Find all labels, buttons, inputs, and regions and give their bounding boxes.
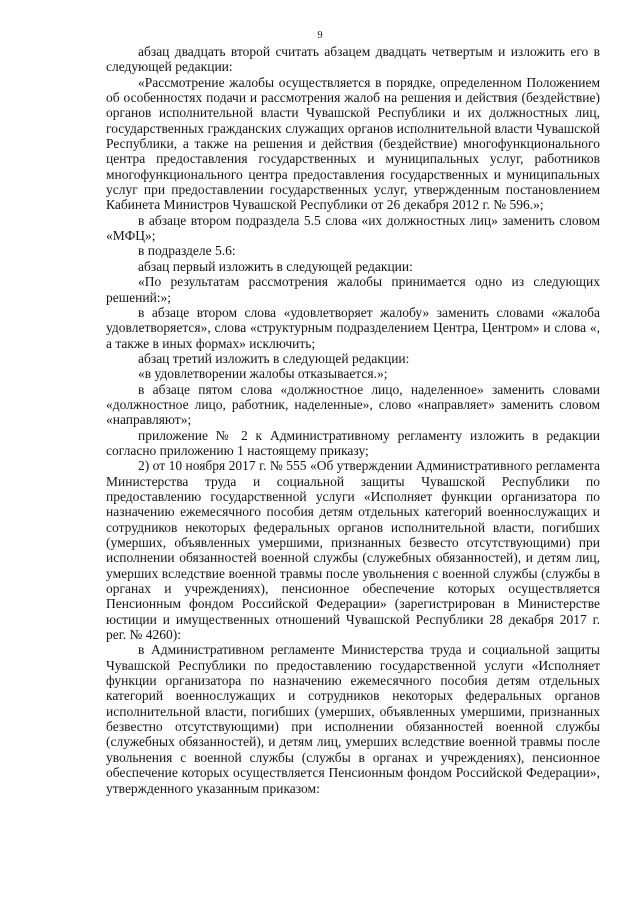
paragraph: в абзаце втором подраздела 5.5 слова «их должностных лиц» заменить словом «МФЦ»; [106,212,600,244]
paragraph: в абзаце втором слова «удовлетворяет жалобу» заменить словами «жалоба удовлетворяется», слова «структурным подразделением Центра, Центром» и слова «, а также в иных формах» исключить; [106,304,600,351]
paragraph: 2) от 10 ноября 2017 г. № 555 «Об утверждении Административного регламента Министерства труда и социальной защиты Чувашской Республики по предоставлению государственной услуги «Исполняет функции организатора по назначению ежемесячного пособия детям отдельных категорий военнослужащих и сотрудников некоторых федеральных органов исполнительной власти, погибших (умерших, объявленных умершими, признанных безвесто отсутствующими) при исполнении обязанностей военной службы (служебных обязанностей), и детям лиц, умерших вследствие военной травмы после увольнения с военной службы (службы в органах и учреждениях), пенсионное обеспечение которых осуществляется Пенсионным фондом Российской Федерации» (зарегистрирован в Министерстве юстиции и имущественных отношений Чувашской Республики 28 декабря 2017 г. рег. № 4260): [106,458,600,643]
paragraph: «Рассмотрение жалобы осуществляется в порядке, определенном Положением об особенностях подачи и рассмотрения жалоб на решения и действия (бездействие) органов исполнительной власти Чувашской Республики и их должностных лиц, государственных гражданских служащих органов исполнительной власти Чувашской Республики, а также на решения и действия (бездействие) многофункционального центра предоставления государственных и муниципальных услуг, работников многофункционального центра предоставления государственных и муниципальных услуг при предоставлении государственных услуг, утвержденным постановлением Кабинета Министров Чувашской Республики от 26 декабря 2012 г. № 596.»; [106,74,600,213]
paragraph: абзац двадцать второй считать абзацем двадцать четвертым и изложить его в следующей редакции: [106,44,600,75]
paragraph: в абзаце пятом слова «должностное лицо, наделенное» заменить словами «должностное лицо, работник, наделенные», слово «направляет» заменить словом «направляют»; [106,381,600,428]
paragraph: абзац первый изложить в следующей редакции: [138,258,413,274]
paragraph: приложение № 2 к Административному регламенту изложить в редакции согласно приложению 1 настоящему приказу; [106,427,600,458]
paragraph: в подразделе 5.6: [138,243,236,259]
paragraph: «По результатам рассмотрения жалобы принимается одно из следующих решений:»; [106,274,600,305]
paragraph: абзац третий изложить в следующей редакции: [138,350,410,366]
paragraph: «в удовлетворении жалобы отказывается.»; [138,366,388,382]
page-number: 9 [317,30,323,41]
paragraph: в Административном регламенте Министерства труда и социальной защиты Чувашской Республики по предоставлению государственной услуги «Исполняет функции организатора по назначению ежемесячного пособия детям отдельных категорий военнослужащих и сотрудников некоторых федеральных органов исполнительной власти, погибших (умерших, объявленных умершими, признанных безвестно отсутствующими) при исполнении обязанностей военной службы (служебных обязанностей), и детям лиц, умерших вследствие военной травмы после увольнения с военной службы (службы в органах и учреждениях), пенсионное обеспечение которых осуществляется Пенсионным фондом Российской Федерации», утвержденного указанным приказом: [106,642,600,796]
document-body [106,44,600,796]
